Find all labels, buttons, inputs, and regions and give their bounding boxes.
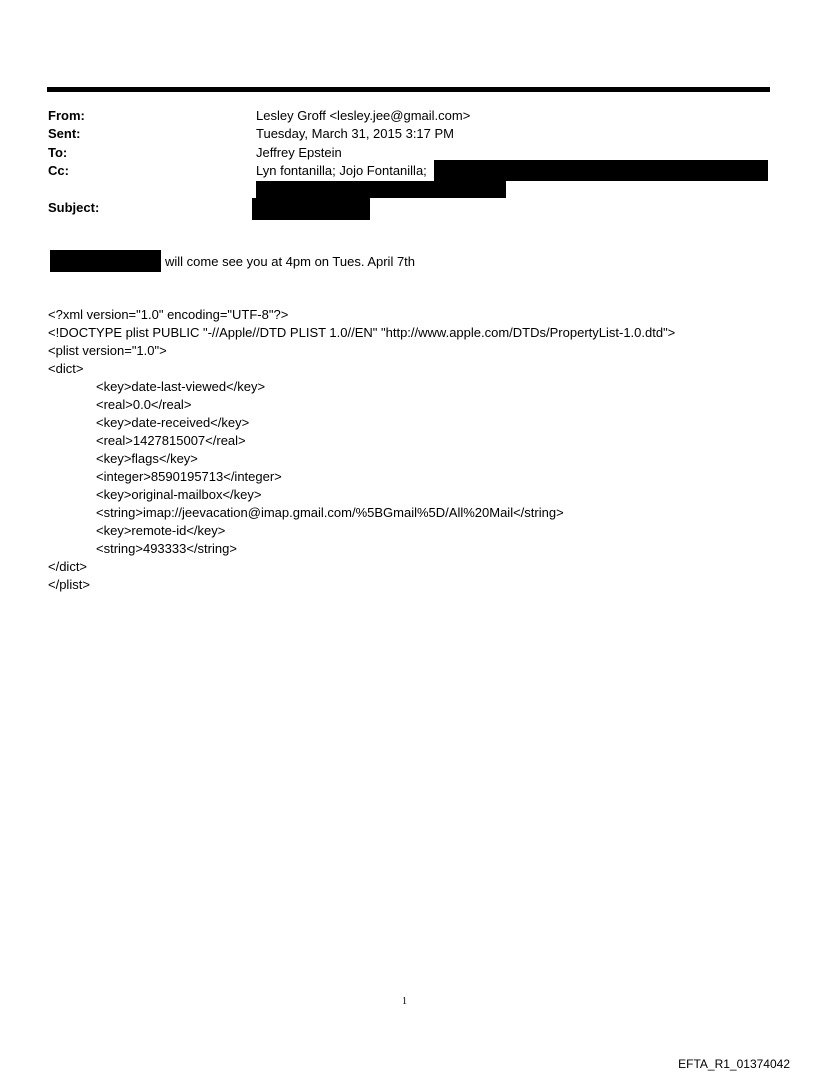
from-label: From:: [48, 108, 85, 123]
plist-line: <!DOCTYPE plist PUBLIC "-//Apple//DTD PLIST 1.0//EN" "http://www.apple.com/DTDs/PropertyList-1.0.dtd">: [48, 325, 676, 340]
plist-line: <string>493333</string>: [96, 541, 237, 556]
plist-line: <real>0.0</real>: [96, 397, 192, 412]
plist-line: <key>date-last-viewed</key>: [96, 379, 266, 394]
plist-line: <key>original-mailbox</key>: [96, 487, 262, 502]
document-id: EFTA_R1_01374042: [678, 1057, 790, 1071]
to-value: Jeffrey Epstein: [256, 145, 342, 160]
plist-line: <key>remote-id</key>: [96, 523, 226, 538]
plist-line: <dict>: [48, 361, 84, 376]
plist-line: </dict>: [48, 559, 88, 574]
subject-label: Subject:: [48, 200, 100, 215]
message-text: will come see you at 4pm on Tues. April 7th: [165, 254, 416, 269]
plist-line: <key>flags</key>: [96, 451, 198, 466]
sent-value: Tuesday, March 31, 2015 3:17 PM: [256, 126, 454, 141]
plist-line: <string>imap://jeevacation@imap.gmail.com/%5BGmail%5D/All%20Mail</string>: [96, 505, 564, 520]
plist-line: <real>1427815007</real>: [96, 433, 246, 448]
cc-redaction-1: [434, 160, 768, 181]
subject-redaction: [252, 198, 370, 220]
plist-line: </plist>: [48, 577, 90, 592]
header-rule: [47, 87, 770, 92]
plist-line: <key>date-received</key>: [96, 415, 250, 430]
plist-line: <plist version="1.0">: [48, 343, 167, 358]
from-value: Lesley Groff <lesley.jee@gmail.com>: [256, 108, 471, 123]
plist-line: <?xml version="1.0" encoding="UTF-8"?>: [48, 307, 289, 322]
cc-redaction-2: [256, 181, 506, 198]
plist-line: <integer>8590195713</integer>: [96, 469, 282, 484]
cc-value: Lyn fontanilla; Jojo Fontanilla;: [256, 163, 427, 178]
cc-label: Cc:: [48, 163, 69, 178]
sent-label: Sent:: [48, 126, 81, 141]
sender-redaction: [50, 250, 161, 272]
to-label: To:: [48, 145, 68, 160]
page-number: 1: [402, 996, 407, 1007]
